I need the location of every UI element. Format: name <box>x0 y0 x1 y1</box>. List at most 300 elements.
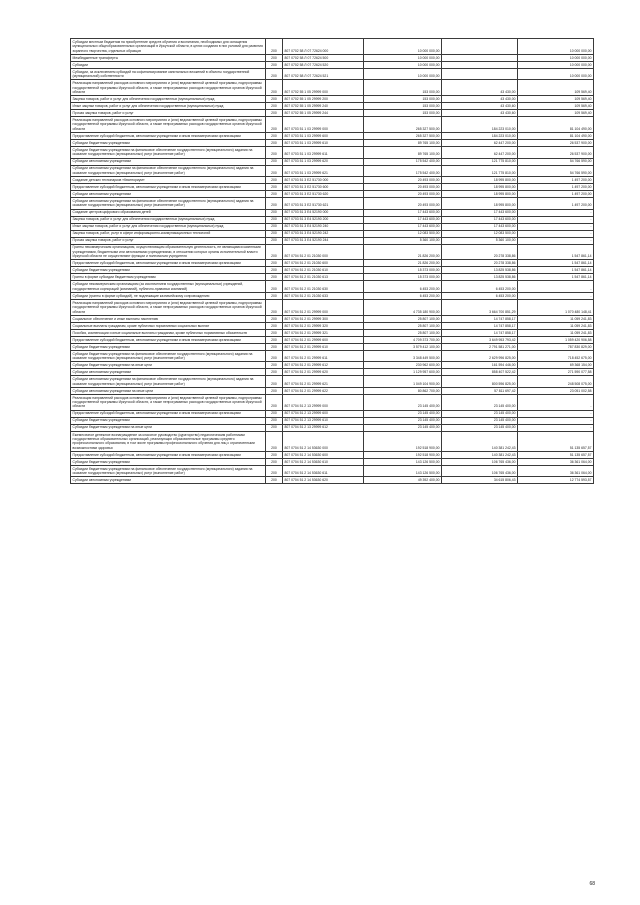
row-budget-code-cell: 807 0704 51 2 14 53630 620 <box>283 477 364 484</box>
table-row <box>71 336 594 343</box>
table-row <box>71 209 594 216</box>
row-executed-amount-cell: 6 453 200,00 <box>442 292 518 299</box>
row-remaining-amount-cell: 248 508 075,00 <box>518 376 594 387</box>
row-name-cell: Субсидии бюджетным учреждениям <box>71 417 266 424</box>
table-row <box>71 110 594 117</box>
row-name-cell: Реализация направлений расходов основного мероприятия и (или) ведомственной целевой программы, подпрограммы государственной программы Иркутской области, а также непрограммных расходов государственных органов Иркутской области <box>71 80 266 96</box>
row-rate-cell: 200 <box>266 274 283 281</box>
row-approved-amount-cell: 23 145 400,00 <box>364 424 442 431</box>
table-row <box>71 369 594 376</box>
row-remaining-amount-cell: 109 569,40 <box>518 110 594 117</box>
row-name-cell: Субсидии местным бюджетам на приобретение средств обучения и воспитания, необходимых для оснащения муниципальных общеобразовательных организаций в Иркутской области, в целях создания в них условий для развития экранного творчества, отдельных образцов <box>71 39 266 55</box>
table-row <box>71 260 594 267</box>
row-remaining-amount-cell: 81 104 490,00 <box>518 133 594 140</box>
row-executed-amount-cell: 62 447 200,00 <box>442 140 518 147</box>
row-executed-amount-cell: 106 765 436,00 <box>442 459 518 466</box>
row-rate-cell: 200 <box>266 110 283 117</box>
row-name-cell: Субсидии бюджетным учреждениям на финансовое обеспечение государственного (муниципального) задания на оказание государственных (муниципальных) услуг (выполнение работ) <box>71 147 266 158</box>
table-row <box>71 223 594 230</box>
row-executed-amount-cell: 3 664 700 851,29 <box>442 299 518 315</box>
row-name-cell: Закупка товаров, работ и услуг для обеспечения государственных (муниципальных) нужд <box>71 96 266 103</box>
row-rate-cell: 200 <box>266 244 283 260</box>
row-approved-amount-cell: 4 709 373 700,00 <box>364 336 442 343</box>
row-rate-cell: 200 <box>266 230 283 237</box>
row-remaining-amount-cell: 1 497 200,00 <box>518 191 594 198</box>
row-budget-code-cell: 807 0702 55 1 05 29999 244 <box>283 110 364 117</box>
row-approved-amount-cell: 17 443 600,00 <box>364 223 442 230</box>
row-rate-cell: 200 <box>266 376 283 387</box>
row-remaining-amount-cell: 81 104 490,00 <box>518 117 594 133</box>
table-row <box>71 466 594 477</box>
row-name-cell: Закупка товаров, работ, услуг в сфере информационно-коммуникационных технологий <box>71 230 266 237</box>
row-remaining-amount-cell: - <box>518 216 594 223</box>
row-approved-amount-cell: 15 373 000,00 <box>364 267 442 274</box>
row-name-cell: Субсидии автономным учреждениям на финансовое обеспечение государственного (муниципального) задания на оказание государственных (муниципальных) услуг (выполнение работ) <box>71 165 266 176</box>
row-approved-amount-cell: 21 826 200,00 <box>364 260 442 267</box>
row-name-cell: Субсидии автономным учреждениям <box>71 477 266 484</box>
row-name-cell: Гранты некоммерческим организациям, осуществляющим образовательную деятельность, не являющимся казенными учреждениями, бюджетными или автономными учреждениями, в отношении которых органы исполнительной власти Иркутской области не осуществляют функции и полномочия учредителя <box>71 244 266 260</box>
row-approved-amount-cell: 3 348 449 500,00 <box>364 350 442 361</box>
row-budget-code-cell: 807 0704 51 2 14 53630 611 <box>283 466 364 477</box>
row-rate-cell: 200 <box>266 117 283 133</box>
row-rate-cell: 200 <box>266 165 283 176</box>
row-budget-code-cell: 807 0704 51 2 13 29999 600 <box>283 410 364 417</box>
table-row <box>71 477 594 484</box>
row-budget-code-cell: 807 0704 51 2 01 29999 620 <box>283 369 364 376</box>
row-remaining-amount-cell: 36 361 064,00 <box>518 459 594 466</box>
row-remaining-amount-cell: - <box>518 394 594 410</box>
row-name-cell: Предоставление субсидий бюджетным, автономным учреждениям и иным некоммерческим организациям <box>71 184 266 191</box>
table-row <box>71 350 594 361</box>
row-rate-cell: 200 <box>266 191 283 198</box>
row-name-cell: Предоставление субсидий бюджетным, автономным учреждениям и иным некоммерческим организациям <box>71 451 266 458</box>
row-executed-amount-cell: 13 825 538,86 <box>442 274 518 281</box>
row-rate-cell: 200 <box>266 424 283 431</box>
row-executed-amount-cell: 23 145 400,00 <box>442 424 518 431</box>
row-remaining-amount-cell: 1 497 200,00 <box>518 184 594 191</box>
row-name-cell: Социальное обеспечение и иные выплаты населению <box>71 315 266 322</box>
row-budget-code-cell: 807 0702 58 Л 07 72624 500 <box>283 54 364 61</box>
row-remaining-amount-cell: 109 569,40 <box>518 80 594 96</box>
row-remaining-amount-cell: 1 497 200,00 <box>518 198 594 209</box>
row-approved-amount-cell: 10 000 000,00 <box>364 68 442 79</box>
row-budget-code-cell: 807 0702 58 Л 07 72624 520 <box>283 61 364 68</box>
row-executed-amount-cell: 184 223 010,00 <box>442 133 518 140</box>
row-remaining-amount-cell: - <box>518 237 594 244</box>
table-row <box>71 417 594 424</box>
row-rate-cell: 200 <box>266 267 283 274</box>
row-executed-amount-cell: 17 443 600,00 <box>442 223 518 230</box>
row-executed-amount-cell: 17 443 600,00 <box>442 216 518 223</box>
row-executed-amount-cell: 106 765 436,00 <box>442 466 518 477</box>
row-name-cell: Субсидии автономным учреждениям <box>71 369 266 376</box>
row-approved-amount-cell: 23 145 400,00 <box>364 417 442 424</box>
row-budget-code-cell: 807 0704 51 2 01 21030 600 <box>283 260 364 267</box>
table-row <box>71 191 594 198</box>
row-budget-code-cell: 807 0703 51 3 E2 51730 621 <box>283 198 364 209</box>
row-approved-amount-cell: 192 518 900,00 <box>364 431 442 451</box>
row-name-cell: Субсидии (гранты в форме субсидий), не подлежащие казначейскому сопровождению <box>71 292 266 299</box>
row-rate-cell: 200 <box>266 466 283 477</box>
row-rate-cell: 200 <box>266 184 283 191</box>
row-budget-code-cell: 807 0703 51 3 E4 52190 244 <box>283 237 364 244</box>
row-executed-amount-cell: 14 747 858,17 <box>442 329 518 336</box>
row-remaining-amount-cell: 109 569,40 <box>518 103 594 110</box>
row-rate-cell: 200 <box>266 216 283 223</box>
row-rate-cell: 200 <box>266 140 283 147</box>
row-remaining-amount-cell: 787 830 829,00 <box>518 343 594 350</box>
row-approved-amount-cell: 17 443 600,00 <box>364 209 442 216</box>
row-budget-code-cell: 807 0704 51 2 01 21030 000 <box>283 244 364 260</box>
document-page <box>70 38 593 484</box>
table-row <box>71 96 594 103</box>
row-rate-cell: 200 <box>266 362 283 369</box>
row-remaining-amount-cell: 51 135 657,57 <box>518 431 594 451</box>
row-budget-code-cell: 807 0702 55 1 05 29999 240 <box>283 103 364 110</box>
table-row <box>71 117 594 133</box>
row-approved-amount-cell: 89 765 100,00 <box>364 140 442 147</box>
row-executed-amount-cell: 18 995 800,00 <box>442 198 518 209</box>
table-row <box>71 329 594 336</box>
row-executed-amount-cell: 140 381 242,43 <box>442 431 518 451</box>
row-rate-cell: 200 <box>266 133 283 140</box>
row-remaining-amount-cell: 1 070 480 148,41 <box>518 299 594 315</box>
row-rate-cell: 200 <box>266 281 283 292</box>
table-row <box>71 322 594 329</box>
row-approved-amount-cell: 1 129 957 600,00 <box>364 369 442 376</box>
table-row <box>71 343 594 350</box>
row-executed-amount-cell: 23 145 400,00 <box>442 417 518 424</box>
row-budget-code-cell: 807 0703 51 1 03 29999 620 <box>283 158 364 165</box>
table-row <box>71 68 594 79</box>
row-executed-amount-cell: 23 145 400,00 <box>442 410 518 417</box>
row-approved-amount-cell: 143 126 500,00 <box>364 459 442 466</box>
row-budget-code-cell: 807 0704 51 2 13 29999 612 <box>283 424 364 431</box>
row-executed-amount-cell: 12 083 500,00 <box>442 230 518 237</box>
row-budget-code-cell: 807 0704 51 2 01 29999 321 <box>283 329 364 336</box>
row-approved-amount-cell: 265 327 500,00 <box>364 117 442 133</box>
row-approved-amount-cell: 230 962 600,00 <box>364 362 442 369</box>
row-name-cell: Иные закупки товаров, работ и услуг для обеспечения государственных (муниципальных) нужд <box>71 223 266 230</box>
row-name-cell: Реализация направлений расходов основного мероприятия и (или) ведомственной целевой программы, подпрограммы государственной программы Иркутской области, а также непрограммных расходов государственных органов Иркутской области <box>71 394 266 410</box>
table-row <box>71 158 594 165</box>
table-row <box>71 362 594 369</box>
row-rate-cell: 200 <box>266 61 283 68</box>
row-executed-amount-cell: 184 223 010,00 <box>442 117 518 133</box>
row-executed-amount-cell: 43 430,60 <box>442 103 518 110</box>
row-rate-cell: 200 <box>266 147 283 158</box>
row-budget-code-cell: 807 0703 51 3 E2 51730 000 <box>283 177 364 184</box>
row-remaining-amount-cell: 1 547 861,14 <box>518 260 594 267</box>
row-approved-amount-cell: 20 493 000,00 <box>364 177 442 184</box>
row-approved-amount-cell: 175 542 400,00 <box>364 165 442 176</box>
row-executed-amount-cell <box>442 61 518 68</box>
row-rate-cell: 200 <box>266 237 283 244</box>
table-row <box>71 147 594 158</box>
row-name-cell: Создание центров цифрового образования детей <box>71 209 266 216</box>
row-executed-amount-cell: 140 381 242,43 <box>442 451 518 458</box>
row-executed-amount-cell <box>442 54 518 61</box>
row-rate-cell: 200 <box>266 80 283 96</box>
row-budget-code-cell: 807 0704 51 2 01 29999 600 <box>283 336 364 343</box>
table-row <box>71 165 594 176</box>
row-budget-code-cell: 807 0704 51 2 01 29999 611 <box>283 350 364 361</box>
row-remaining-amount-cell: - <box>518 209 594 216</box>
row-rate-cell: 200 <box>266 322 283 329</box>
row-budget-code-cell: 807 0704 51 2 01 29999 621 <box>283 376 364 387</box>
row-name-cell: Реализация направлений расходов основного мероприятия и (или) ведомственной целевой программы, подпрограммы государственной программы Иркутской области, а также непрограммных расходов государственных органов Иркутской области <box>71 299 266 315</box>
row-executed-amount-cell: 17 443 600,00 <box>442 209 518 216</box>
row-approved-amount-cell: 10 000 000,00 <box>364 39 442 55</box>
table-row <box>71 216 594 223</box>
row-executed-amount-cell: 43 430,00 <box>442 80 518 96</box>
row-approved-amount-cell: 20 493 000,00 <box>364 184 442 191</box>
row-approved-amount-cell: 21 826 200,00 <box>364 244 442 260</box>
row-executed-amount-cell: 121 775 810,00 <box>442 165 518 176</box>
row-budget-code-cell: 807 0703 51 1 03 29999 600 <box>283 133 364 140</box>
row-executed-amount-cell: 43 430,60 <box>442 110 518 117</box>
row-rate-cell: 200 <box>266 209 283 216</box>
row-executed-amount-cell: 161 594 446,00 <box>442 362 518 369</box>
row-remaining-amount-cell: 1 547 861,14 <box>518 267 594 274</box>
table-row <box>71 61 594 68</box>
table-row <box>71 184 594 191</box>
row-executed-amount-cell: 43 430,00 <box>442 96 518 103</box>
row-budget-code-cell: 807 0704 51 2 14 53630 000 <box>283 431 364 451</box>
row-name-cell: Прочая закупка товаров, работ и услуг <box>71 237 266 244</box>
row-budget-code-cell: 807 0704 51 2 01 21030 630 <box>283 281 364 292</box>
row-name-cell: Реализация направлений расходов основного мероприятия и (или) ведомственной целевой программы, подпрограммы государственной программы Иркутской области, а также непрограммных расходов государственных органов Иркутской области <box>71 117 266 133</box>
row-budget-code-cell: 807 0703 51 3 E4 52190 240 <box>283 223 364 230</box>
table-row <box>71 424 594 431</box>
table-row <box>71 140 594 147</box>
table-row <box>71 244 594 260</box>
table-row <box>71 54 594 61</box>
row-name-cell: Создание детских технопарков «Кванториум» <box>71 177 266 184</box>
row-approved-amount-cell: 1 049 104 900,00 <box>364 376 442 387</box>
row-budget-code-cell: 807 0703 51 1 03 29999 610 <box>283 140 364 147</box>
row-name-cell: Межбюджетные трансферты <box>71 54 266 61</box>
row-approved-amount-cell: 143 126 500,00 <box>364 466 442 477</box>
row-rate-cell: 200 <box>266 350 283 361</box>
row-rate-cell: 200 <box>266 410 283 417</box>
row-name-cell: Субсидии автономным учреждениям на финансовое обеспечение государственного (муниципального) задания на оказание государственных (муниципальных) услуг (выполнение работ) <box>71 198 266 209</box>
table-row <box>71 376 594 387</box>
row-approved-amount-cell: 25 807 100,00 <box>364 322 442 329</box>
row-budget-code-cell: 807 0704 51 2 01 29999 300 <box>283 315 364 322</box>
row-name-cell: Предоставление субсидий бюджетным, автономным учреждениям и иным некоммерческим организациям <box>71 133 266 140</box>
row-name-cell: Субсидии бюджетным учреждениям на иные цели <box>71 362 266 369</box>
row-executed-amount-cell: 5 360 100,00 <box>442 237 518 244</box>
row-remaining-amount-cell: 54 766 590,00 <box>518 158 594 165</box>
row-rate-cell: 200 <box>266 315 283 322</box>
row-rate-cell: 200 <box>266 299 283 315</box>
row-name-cell: Пособия, компенсации и иные социальные выплаты гражданам, кроме публичных нормативных обязательств <box>71 329 266 336</box>
row-rate-cell: 200 <box>266 387 283 394</box>
row-approved-amount-cell: 265 327 500,00 <box>364 133 442 140</box>
row-budget-code-cell: 807 0702 55 1 05 29999 000 <box>283 80 364 96</box>
row-remaining-amount-cell: - <box>518 230 594 237</box>
row-name-cell: Иные закупки товаров, работ и услуг для обеспечения государственных (муниципальных) нужд <box>71 103 266 110</box>
row-remaining-amount-cell: 26 537 900,00 <box>518 140 594 147</box>
row-name-cell: Закупка товаров, работ и услуг для обеспечения государственных (муниципальных) нужд <box>71 216 266 223</box>
row-remaining-amount-cell: 718 452 675,00 <box>518 350 594 361</box>
table-row <box>71 80 594 96</box>
row-approved-amount-cell: 23 145 400,00 <box>364 410 442 417</box>
row-approved-amount-cell: 10 000 000,00 <box>364 54 442 61</box>
row-approved-amount-cell: 17 443 600,00 <box>364 216 442 223</box>
row-rate-cell: 200 <box>266 260 283 267</box>
table-row <box>71 177 594 184</box>
row-remaining-amount-cell: 10 000 000,00 <box>518 68 594 79</box>
row-budget-code-cell: 807 0702 58 Л 07 72624 521 <box>283 68 364 79</box>
row-remaining-amount-cell: 1 059 420 906,58 <box>518 336 594 343</box>
row-name-cell: Субсидии автономным учреждениям на финансовое обеспечение государственного (муниципального) задания на оказание государственных (муниципальных) услуг (выполнение работ) <box>71 376 266 387</box>
row-budget-code-cell: 807 0703 51 3 E2 51730 600 <box>283 184 364 191</box>
row-remaining-amount-cell: 11 059 241,83 <box>518 329 594 336</box>
row-budget-code-cell: 807 0704 51 2 01 21030 610 <box>283 267 364 274</box>
table-row <box>71 281 594 292</box>
row-name-cell: Субсидии бюджетным учреждениям <box>71 267 266 274</box>
row-rate-cell: 200 <box>266 39 283 55</box>
row-approved-amount-cell: 80 862 700,00 <box>364 387 442 394</box>
row-approved-amount-cell: 10 000 000,00 <box>364 61 442 68</box>
row-executed-amount-cell: 2 629 996 825,00 <box>442 350 518 361</box>
row-budget-code-cell: 807 0703 51 3 E4 52190 200 <box>283 216 364 223</box>
row-rate-cell: 200 <box>266 54 283 61</box>
row-remaining-amount-cell: 51 135 657,57 <box>518 451 594 458</box>
row-approved-amount-cell: 49 392 400,00 <box>364 477 442 484</box>
row-name-cell: Субсидии некоммерческим организациям (за исключением государственных (муниципальных) учреждений, государственных корпораций (компаний), публично-правовых компаний) <box>71 281 266 292</box>
row-executed-amount-cell: 13 825 538,86 <box>442 267 518 274</box>
row-remaining-amount-cell: 69 368 154,00 <box>518 362 594 369</box>
table-row <box>71 39 594 55</box>
row-executed-amount-cell: 18 995 800,00 <box>442 177 518 184</box>
row-executed-amount-cell: 18 995 800,00 <box>442 191 518 198</box>
row-executed-amount-cell: 3 649 953 793,42 <box>442 336 518 343</box>
row-approved-amount-cell: 153 000,00 <box>364 103 442 110</box>
row-budget-code-cell: 807 0704 51 2 14 53630 600 <box>283 451 364 458</box>
row-name-cell: Субсидии автономным учреждениям <box>71 158 266 165</box>
table-row <box>71 133 594 140</box>
row-name-cell: Субсидии бюджетным учреждениям на иные цели <box>71 424 266 431</box>
table-row <box>71 431 594 451</box>
row-rate-cell: 200 <box>266 369 283 376</box>
row-rate-cell: 200 <box>266 103 283 110</box>
row-budget-code-cell: 807 0703 51 3 E4 52190 242 <box>283 230 364 237</box>
row-budget-code-cell: 807 0702 55 1 05 29999 200 <box>283 96 364 103</box>
row-budget-code-cell: 807 0704 51 2 01 29999 612 <box>283 362 364 369</box>
row-executed-amount-cell: 18 995 800,00 <box>442 184 518 191</box>
row-budget-code-cell: 807 0704 51 2 01 29999 320 <box>283 322 364 329</box>
row-name-cell: Субсидии автономным учреждениям на иные цели <box>71 387 266 394</box>
table-row <box>71 410 594 417</box>
table-row <box>71 274 594 281</box>
row-remaining-amount-cell: 36 361 064,00 <box>518 466 594 477</box>
row-budget-code-cell: 807 0704 51 2 01 29999 000 <box>283 299 364 315</box>
row-remaining-amount-cell: - <box>518 424 594 431</box>
row-remaining-amount-cell: - <box>518 410 594 417</box>
row-executed-amount-cell: 34 615 806,43 <box>442 477 518 484</box>
table-row <box>71 292 594 299</box>
row-remaining-amount-cell: 54 766 590,00 <box>518 165 594 176</box>
table-row <box>71 394 594 410</box>
row-approved-amount-cell: 153 000,00 <box>364 96 442 103</box>
table-row <box>71 103 594 110</box>
row-executed-amount-cell: 23 145 400,00 <box>442 394 518 410</box>
row-name-cell: Социальные выплаты гражданам, кроме публичных нормативных социальных выплат <box>71 322 266 329</box>
row-approved-amount-cell: 6 453 200,00 <box>364 292 442 299</box>
row-budget-code-cell: 807 0703 51 3 E2 51730 620 <box>283 191 364 198</box>
row-executed-amount-cell: 2 791 581 271,00 <box>442 343 518 350</box>
page-number: 68 <box>589 881 595 887</box>
row-rate-cell: 200 <box>266 394 283 410</box>
row-name-cell: Предоставление субсидий бюджетным, автономным учреждениям и иным некоммерческим организациям <box>71 336 266 343</box>
row-budget-code-cell: 807 0704 51 2 13 29999 610 <box>283 417 364 424</box>
row-budget-code-cell: 807 0704 51 2 01 29999 610 <box>283 343 364 350</box>
row-executed-amount-cell: 800 596 825,00 <box>442 376 518 387</box>
row-approved-amount-cell: 4 735 180 900,00 <box>364 299 442 315</box>
row-name-cell: Субсидии бюджетным учреждениям на финансовое обеспечение государственного (муниципального) задания на оказание государственных (муниципальных) услуг (выполнение работ) <box>71 466 266 477</box>
row-remaining-amount-cell: 10 000 000,00 <box>518 54 594 61</box>
row-rate-cell: 200 <box>266 336 283 343</box>
row-executed-amount-cell <box>442 68 518 79</box>
row-name-cell: Субсидии бюджетным учреждениям <box>71 140 266 147</box>
row-remaining-amount-cell: 271 590 077,58 <box>518 369 594 376</box>
row-executed-amount-cell: 14 747 858,17 <box>442 322 518 329</box>
table-row <box>71 315 594 322</box>
row-executed-amount-cell: 57 811 697,42 <box>442 387 518 394</box>
table-row <box>71 387 594 394</box>
row-remaining-amount-cell: - <box>518 223 594 230</box>
row-executed-amount-cell: 20 278 338,86 <box>442 260 518 267</box>
row-remaining-amount-cell: 11 059 241,83 <box>518 315 594 322</box>
row-approved-amount-cell: 23 145 400,00 <box>364 394 442 410</box>
row-rate-cell: 200 <box>266 343 283 350</box>
row-remaining-amount-cell: 1 497 200,00 <box>518 177 594 184</box>
row-approved-amount-cell: 5 360 100,00 <box>364 237 442 244</box>
row-rate-cell: 200 <box>266 96 283 103</box>
row-executed-amount-cell: 6 453 200,00 <box>442 281 518 292</box>
row-executed-amount-cell: 121 775 810,00 <box>442 158 518 165</box>
row-remaining-amount-cell: - <box>518 417 594 424</box>
row-remaining-amount-cell: 109 569,40 <box>518 96 594 103</box>
row-name-cell: Предоставление субсидий бюджетным, автономным учреждениям и иным некоммерческим организациям <box>71 410 266 417</box>
row-executed-amount-cell <box>442 39 518 55</box>
row-rate-cell: 200 <box>266 451 283 458</box>
table-row <box>71 198 594 209</box>
row-remaining-amount-cell: 12 774 593,57 <box>518 477 594 484</box>
row-approved-amount-cell: 153 000,00 <box>364 80 442 96</box>
budget-execution-table <box>70 38 594 484</box>
row-rate-cell: 200 <box>266 477 283 484</box>
row-approved-amount-cell: 3 579 412 100,00 <box>364 343 442 350</box>
row-name-cell: Субсидии автономным учреждениям <box>71 191 266 198</box>
row-rate-cell: 200 <box>266 198 283 209</box>
row-rate-cell: 200 <box>266 158 283 165</box>
row-remaining-amount-cell: 1 547 861,14 <box>518 244 594 260</box>
row-executed-amount-cell: 62 447 200,00 <box>442 147 518 158</box>
row-rate-cell: 200 <box>266 68 283 79</box>
row-rate-cell: 200 <box>266 177 283 184</box>
row-approved-amount-cell: 12 083 500,00 <box>364 230 442 237</box>
row-name-cell: Субсидии, за исключением субсидий на софинансирование капитальных вложений в объекты государственной (муниципальной) собственности <box>71 68 266 79</box>
row-remaining-amount-cell: - <box>518 281 594 292</box>
row-approved-amount-cell: 20 493 000,00 <box>364 198 442 209</box>
row-executed-amount-cell: 14 747 858,17 <box>442 315 518 322</box>
row-budget-code-cell: 807 0704 51 2 01 29999 622 <box>283 387 364 394</box>
row-rate-cell: 200 <box>266 223 283 230</box>
